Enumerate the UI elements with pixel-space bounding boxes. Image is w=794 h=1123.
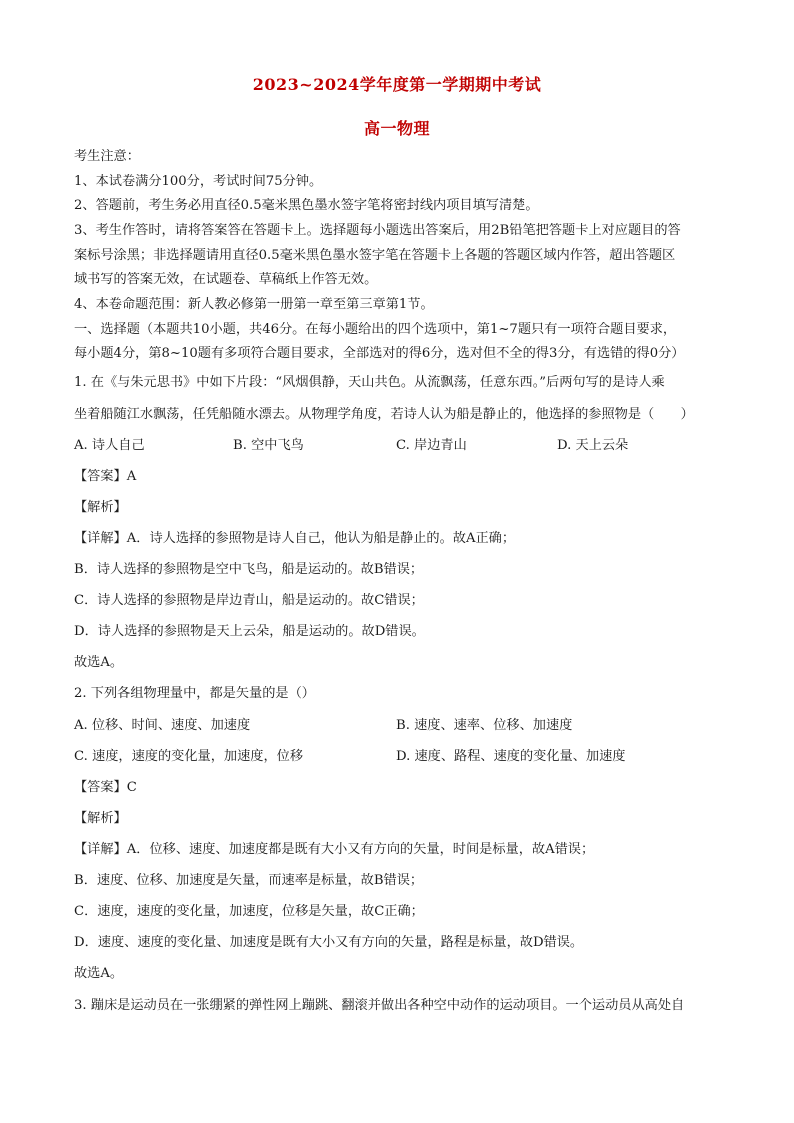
q2-option-c: C. 速度，速度的变化量，加速度，位移 — [74, 749, 304, 764]
q1-detail-d: D．诗人选择的参照物是天上云朵，船是运动的。故D错误。 — [74, 624, 425, 639]
q1-answer-row — [74, 469, 136, 485]
q2-conclusion: 故选A。 — [74, 966, 124, 981]
q2-analysis-tag: 【解析】 — [74, 811, 127, 826]
section-instructions-line-2: 每小题4分，第8~10题有多项符合题目要求，全部选对的得6分，选对但不全的得3分，有选错的得0分） — [74, 346, 685, 361]
q2-detail-b: B．速度、位移、加速度是矢量，而速率是标量，故B错误； — [74, 873, 424, 888]
notice-item-2: 2、答题前，考生务必用直径0.5毫米黑色墨水签字笔将密封线内项目填写清楚。 — [74, 198, 539, 213]
q1-analysis-tag: 【解析】 — [74, 500, 127, 515]
q2-detail-a: A．位移、速度、加速度都是既有大小又有方向的矢量，时间是标量，故A错误； — [126, 842, 595, 857]
q1-option-d: D. 天上云朵 — [557, 438, 629, 453]
q2-answer-tag: 【答案】 — [74, 780, 127, 795]
q1-answer-value: A — [126, 469, 137, 484]
notice-item-1: 1、本试卷满分100分，考试时间75分钟。 — [74, 174, 323, 189]
notice-item-3-line-2: 案标号涂黑；非选择题请用直径0.5毫米黑色墨水签字笔在答题卡上各题的答题区域内作答，超出答题区 — [74, 248, 676, 263]
q1-stem-line-2: 坐着船随江水飘荡，任凭船随水漂去。从物理学角度，若诗人认为船是静止的，他选择的参照物是（ ） — [74, 407, 694, 422]
notice-item-3-line-1: 3、考生作答时，请将答案答在答题卡上。选择题每小题选出答案后，用2B铅笔把答题卡上对应题目的答 — [74, 223, 681, 238]
q1-option-a: A. 诗人自己 — [74, 438, 145, 453]
q2-stem: 2. 下列各组物理量中，都是矢量的是（） — [74, 686, 315, 701]
q1-option-b: B. 空中飞鸟 — [233, 438, 304, 453]
exam-title: 2023~2024学年度第一学期期中考试 — [252, 75, 542, 94]
q1-detail-b: B．诗人选择的参照物是空中飞鸟，船是运动的。故B错误； — [74, 562, 424, 577]
q2-answer-row — [74, 780, 137, 796]
q2-detail-d: D．速度、速度的变化量、加速度是既有大小又有方向的矢量，路程是标量，故D错误。 — [74, 935, 584, 950]
exam-subject: 高一物理 — [363, 119, 430, 138]
q2-detail-c: C．速度，速度的变化量，加速度，位移是矢量，故C正确； — [74, 904, 424, 919]
q1-conclusion: 故选A。 — [74, 655, 124, 670]
notice-item-4: 4、本卷命题范围：新人教必修第一册第一章至第三章第1节。 — [74, 297, 434, 312]
notice-item-3-line-3: 域书写的答案无效，在试题卷、草稿纸上作答无效。 — [74, 272, 378, 287]
q3-stem-line-1: 3. 蹦床是运动员在一张绷紧的弹性网上蹦跳、翻滚并做出各种空中动作的运动项目。一个运动员从高处自 — [74, 998, 685, 1013]
q1-detail-row-1 — [74, 531, 515, 547]
q1-answer-tag: 【答案】 — [74, 469, 127, 484]
q2-option-a: A. 位移、时间、速度、加速度 — [74, 718, 251, 733]
q1-detail-a: A．诗人选择的参照物是诗人自己，他认为船是静止的。故A正确； — [126, 531, 516, 546]
q1-stem-line-1: 1. 在《与朱元思书》中如下片段：“风烟俱静，天山共色。从流飘荡，任意东西。”后两句写的是诗人乘 — [74, 375, 665, 390]
q2-detail-tag: 【详解】 — [74, 842, 127, 857]
q1-option-c: C. 岸边青山 — [396, 438, 467, 453]
q2-answer-value: C — [126, 780, 137, 795]
q2-option-d: D. 速度、路程、速度的变化量、加速度 — [396, 749, 626, 764]
section-instructions-line-1: 一、选择题（本题共10小题，共46分。在每小题给出的四个选项中，第1~7题只有一项符合题目要求， — [74, 322, 677, 337]
q2-option-b: B. 速度、速率、位移、加速度 — [396, 718, 573, 733]
q2-detail-row-1 — [74, 842, 594, 858]
q1-detail-tag: 【详解】 — [74, 531, 127, 546]
notice-heading: 考生注意： — [74, 149, 140, 164]
q1-detail-c: C．诗人选择的参照物是岸边青山，船是运动的。故C错误； — [74, 593, 424, 608]
